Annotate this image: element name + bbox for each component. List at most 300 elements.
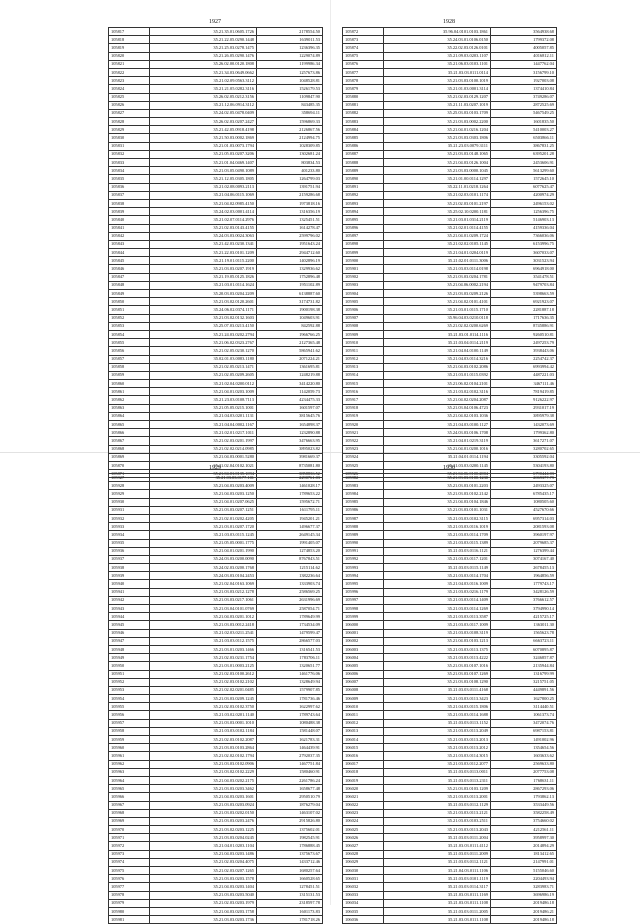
amount-cell: 1315131.53 — [257, 891, 323, 899]
table-row — [109, 257, 323, 265]
reference-code-cell: 35.21.03.03.0000.1045 — [384, 167, 491, 175]
amount-cell: 1236396.35 — [257, 44, 323, 52]
reference-code-cell: 35.21.02.03.0101.1174 — [384, 191, 491, 199]
amount-cell: 1789653.22 — [257, 490, 323, 498]
reference-code-cell: 35.21.02.03.0102.3750 — [150, 703, 257, 711]
table-row — [343, 44, 557, 52]
reference-code-cell: 35.21.03.03.0202.0150 — [150, 809, 257, 817]
reference-code-cell: 35.21.42.03.0230.1341 — [150, 240, 257, 248]
record-id-cell: 105943 — [109, 605, 150, 613]
reference-code-cell: 35.21.03.04.0101.0769 — [150, 605, 257, 613]
table-row — [343, 858, 557, 866]
amount-cell: 1799372.08 — [491, 36, 557, 44]
reference-code-cell: 35.21.04.03.0201.1012 — [150, 613, 257, 621]
amount-cell: 1614278.47 — [257, 224, 323, 232]
table-row — [343, 68, 557, 76]
amount-cell: 3607033.07 — [491, 249, 557, 257]
record-id-cell: 105845 — [109, 257, 150, 265]
table-row — [109, 891, 323, 899]
amount-cell: 2931017.19 — [491, 404, 557, 412]
reference-code-cell: 35.21.03.03.0100.1019 — [384, 77, 491, 85]
amount-cell: 1257673.86 — [257, 68, 323, 76]
amount-cell: 1391751.94 — [257, 183, 323, 191]
record-id-cell: 105818 — [109, 36, 150, 44]
table-row — [343, 719, 557, 727]
amount-cell: 3467111.46 — [491, 380, 557, 388]
reference-code-cell: 35.21.19.05.0125.1826 — [150, 273, 257, 281]
reference-code-cell: 35.21.03.03.0102.0906 — [150, 760, 257, 768]
table-row — [109, 109, 323, 117]
record-id-cell: 105903 — [343, 281, 384, 289]
reference-code-cell: 35.21.03.03.0112.1129 — [384, 801, 491, 809]
table-row — [343, 208, 557, 216]
record-id-cell: 105975 — [109, 867, 150, 875]
table-row — [109, 826, 323, 834]
record-id-cell: 105981 — [109, 916, 150, 924]
amount-cell: 3766612.57 — [491, 596, 557, 604]
table-row — [343, 490, 557, 498]
record-id-cell: 106022 — [343, 801, 384, 809]
reference-code-cell: 35.26.02.03.0207.2427 — [150, 118, 257, 126]
data-table — [108, 473, 323, 924]
amount-cell: 3895979.38 — [491, 412, 557, 420]
table-row — [109, 776, 323, 784]
amount-cell: 1229074.89 — [257, 52, 323, 60]
amount-cell: 6957314.03 — [491, 514, 557, 522]
reference-code-cell: 35.24.06.02.0374.1171 — [150, 306, 257, 314]
reference-code-cell: 35.21.01.04.0469.1407 — [150, 159, 257, 167]
record-id-cell: 105863 — [109, 404, 150, 412]
record-id-cell: 106026 — [343, 834, 384, 842]
table-row — [343, 826, 557, 834]
reference-code-cell: 35.21.04.03.0203.1601 — [150, 793, 257, 801]
table-row — [343, 159, 557, 167]
amount-cell: 803834.53 — [257, 159, 323, 167]
record-id-cell: 105929 — [109, 490, 150, 498]
amount-cell: 1793862.13 — [491, 793, 557, 801]
reference-code-cell: 35.22.02.03.0126.0101 — [384, 44, 491, 52]
amount-cell: 2079685.37 — [491, 539, 557, 547]
reference-code-cell: 35.21.19.01.0115.2200 — [150, 257, 257, 265]
record-id-cell: 105920 — [343, 421, 384, 429]
record-id-cell: 105968 — [109, 809, 150, 817]
record-id-cell: 105941 — [109, 588, 150, 596]
amount-cell: 1325451.51 — [257, 216, 323, 224]
amount-cell: 5410003.27 — [491, 126, 557, 134]
table-row — [343, 744, 557, 752]
table-row — [109, 555, 323, 563]
table-row — [343, 60, 557, 68]
table-panel-1928 — [342, 18, 556, 478]
table-row — [343, 867, 557, 875]
table-row — [109, 875, 323, 883]
table-row — [343, 453, 557, 461]
amount-cell: 1363011.30 — [491, 621, 557, 629]
reference-code-cell: 35.21.04.03.0001.5280 — [150, 453, 257, 461]
reference-code-cell: 35.21.03.01.0115.1710 — [384, 306, 491, 314]
table-row — [109, 126, 323, 134]
record-id-cell: 105997 — [343, 596, 384, 604]
reference-code-cell: 35.21.03.03.0111.1169 — [384, 891, 491, 899]
reference-code-cell: 35.21.02.04.0200.0112 — [150, 380, 257, 388]
amount-cell: 1779743.17 — [491, 580, 557, 588]
table-row — [109, 580, 323, 588]
table-row — [343, 809, 557, 817]
amount-cell: 5155046.60 — [491, 867, 557, 875]
table-row — [343, 523, 557, 531]
record-id-cell: 105849 — [109, 290, 150, 298]
table-row — [343, 363, 557, 371]
table-row — [343, 498, 557, 506]
amount-cell: 1361695.81 — [257, 363, 323, 371]
table-row — [109, 68, 323, 76]
reference-code-cell: 35.21.04.01.0200.1016 — [384, 445, 491, 453]
table-row — [109, 613, 323, 621]
table-row — [343, 883, 557, 891]
record-id-cell: 105979 — [109, 899, 150, 907]
amount-cell: 3867831.25 — [491, 142, 557, 150]
amount-cell: 9126222.97 — [491, 396, 557, 404]
reference-code-cell: 35.21.04.02.0204.2087 — [384, 396, 491, 404]
table-row — [343, 216, 557, 224]
amount-cell: 2290761.03 — [257, 474, 323, 482]
table-row — [343, 437, 557, 445]
amount-cell: 1491002.96 — [491, 736, 557, 744]
amount-cell: 1639011.53 — [257, 36, 323, 44]
record-id-cell: 105864 — [109, 412, 150, 420]
reference-code-cell: 35.21.04.03.0111.1106 — [384, 867, 491, 875]
record-id-cell: 105860 — [109, 380, 150, 388]
record-id-cell: 105870 — [109, 461, 150, 469]
record-id-cell: 105908 — [343, 322, 384, 330]
table-row — [343, 891, 557, 899]
table-row — [109, 793, 323, 801]
amount-cell: 1402896.19 — [257, 257, 323, 265]
reference-code-cell: 35.21.03.03.0113.0011 — [384, 768, 491, 776]
reference-code-cell: 35.21.02.08.0093.2113 — [150, 183, 257, 191]
reference-code-cell: 35.21.03.03.0112.1575 — [150, 637, 257, 645]
amount-cell: 2599796.02 — [257, 232, 323, 240]
table-row — [343, 736, 557, 744]
amount-cell: 1951102.89 — [257, 281, 323, 289]
amount-cell: 1717636.35 — [491, 314, 557, 322]
record-id-cell: 105859 — [109, 371, 150, 379]
record-id-cell: 106019 — [343, 776, 384, 784]
record-id-cell: 105973 — [109, 850, 150, 858]
reference-code-cell: 35.25.03.03.0103.1709 — [384, 109, 491, 117]
reference-code-cell: 35.21.03.03.0113.2012 — [384, 744, 491, 752]
table-row — [343, 916, 557, 924]
amount-cell: 1354654.56 — [491, 744, 557, 752]
record-id-cell: 105880 — [343, 93, 384, 101]
amount-cell: 6395201.28 — [491, 150, 557, 158]
reference-code-cell: 35.21.03.02.0203.1225 — [150, 826, 257, 834]
record-id-cell: 105846 — [109, 265, 150, 273]
reference-code-cell: 35.21.02.03.0100.2612 — [150, 670, 257, 678]
reference-code-cell: 35.02.01.03.0083.1180 — [150, 355, 257, 363]
table-row — [343, 629, 557, 637]
table-row — [109, 77, 323, 85]
table-row — [343, 531, 557, 539]
record-id-cell: 106005 — [343, 662, 384, 670]
reference-code-cell: 35.21.03.03.0101.2203 — [384, 482, 491, 490]
amount-cell: 3114440.51 — [491, 703, 557, 711]
table-row — [343, 539, 557, 547]
record-id-cell: 105854 — [109, 330, 150, 338]
table-row — [109, 363, 323, 371]
record-id-cell: 106036 — [343, 916, 384, 924]
panel-title: 1929 — [209, 465, 221, 471]
amount-cell: 1876279.04 — [257, 801, 323, 809]
reference-code-cell: 35.21.11.03.0207.1019 — [384, 101, 491, 109]
record-id-cell: 105950 — [109, 662, 150, 670]
panel-title: 1928 — [443, 19, 455, 25]
table-row — [343, 776, 557, 784]
table-row — [109, 907, 323, 915]
table-row — [109, 506, 323, 514]
reference-code-cell: 35.21.03.03.0114.3117 — [384, 883, 491, 891]
record-id-cell: 105932 — [109, 514, 150, 522]
table-row — [343, 596, 557, 604]
record-id-cell: 105927 — [109, 474, 150, 482]
reference-code-cell: 35.21.02.03.0231.1754 — [150, 654, 257, 662]
table-row — [109, 727, 323, 735]
reference-code-cell: 35.21.03.03.0203.2476 — [150, 817, 257, 825]
amount-cell: 1467751.84 — [257, 760, 323, 768]
record-id-cell: 105852 — [109, 314, 150, 322]
table-row — [343, 412, 557, 420]
record-id-cell: 105900 — [343, 257, 384, 265]
record-id-cell: 105826 — [109, 101, 150, 109]
table-row — [109, 175, 323, 183]
record-id-cell: 105894 — [343, 208, 384, 216]
table-row — [343, 118, 557, 126]
amount-cell: 3156799.10 — [491, 68, 557, 76]
record-id-cell: 105942 — [109, 596, 150, 604]
table-row — [343, 93, 557, 101]
table-row — [109, 371, 323, 379]
table-row — [343, 899, 557, 907]
record-id-cell: 105883 — [343, 118, 384, 126]
amount-cell: 1447762.04 — [491, 60, 557, 68]
record-id-cell: 105965 — [109, 785, 150, 793]
record-id-cell: 105890 — [343, 175, 384, 183]
amount-cell: 3414220.80 — [257, 380, 323, 388]
amount-cell: 1333903.74 — [257, 580, 323, 588]
amount-cell: 4215725.17 — [491, 613, 557, 621]
table-row — [343, 555, 557, 563]
table-row — [109, 281, 323, 289]
reference-code-cell: 35.21.03.03.0102.3115 — [384, 514, 491, 522]
record-id-cell: 105836 — [109, 183, 150, 191]
record-id-cell: 105909 — [343, 330, 384, 338]
amount-cell: 3564938.68 — [491, 28, 557, 36]
record-id-cell: 105906 — [343, 306, 384, 314]
amount-cell: 1964856.59 — [491, 572, 557, 580]
record-id-cell: 105828 — [109, 118, 150, 126]
record-id-cell: 105989 — [343, 531, 384, 539]
table-row — [343, 101, 557, 109]
reference-code-cell: 35.24.03.03.0104.2453 — [150, 572, 257, 580]
reference-code-cell: 35.21.04.03.0102.2086 — [384, 363, 491, 371]
reference-code-cell: 35.21.03.04.0106.4723 — [384, 404, 491, 412]
data-table — [342, 473, 557, 924]
reference-code-cell: 35.21.50.03.0002.1869 — [150, 134, 257, 142]
reference-code-cell: 35.21.03.03.0103.2864 — [150, 744, 257, 752]
reference-code-cell: 35.21.04.01.0114.1194 — [384, 453, 491, 461]
record-id-cell: 105961 — [109, 752, 150, 760]
amount-cell: 6993994.42 — [491, 363, 557, 371]
reference-code-cell: 35.21.03.03.0113.2311 — [384, 776, 491, 784]
amount-cell: 3749286.07 — [491, 93, 557, 101]
reference-code-cell: 35.21.03.03.0204.0245 — [150, 834, 257, 842]
reference-code-cell: 35.21.04.03.0116.1009 — [384, 580, 491, 588]
reference-code-cell: 35.21.03.03.0113.1152 — [384, 719, 491, 727]
amount-cell: 2497253.79 — [491, 339, 557, 347]
record-id-cell: 105875 — [343, 52, 384, 60]
table-row — [343, 355, 557, 363]
table-row — [343, 281, 557, 289]
amount-cell: 2127365.48 — [257, 339, 323, 347]
reference-code-cell: 35.21.22.05.0290.1448 — [150, 36, 257, 44]
reference-code-cell: 35.21.03.02.0102.2229 — [150, 768, 257, 776]
reference-code-cell: 35.21.03.02.0201.1140 — [150, 711, 257, 719]
amount-cell: 9479703.84 — [491, 281, 557, 289]
table-row — [343, 768, 557, 776]
table-row — [343, 371, 557, 379]
amount-cell: 1783706.11 — [257, 654, 323, 662]
table-row — [109, 514, 323, 522]
reference-code-cell: 35.21.04.01.0201.1990 — [150, 547, 257, 555]
amount-cell: 1278451.51 — [257, 883, 323, 891]
reference-code-cell: 35.21.03.03.0012.2418 — [150, 621, 257, 629]
amount-cell: 5304193.80 — [491, 461, 557, 469]
reference-code-cell: 35.96.04.03.0210.0118 — [384, 314, 491, 322]
reference-code-cell: 35.21.03.03.0177.101 — [150, 474, 257, 482]
record-id-cell: 105971 — [109, 834, 150, 842]
amount-cell: 1463107.02 — [257, 809, 323, 817]
record-id-cell: 106006 — [343, 670, 384, 678]
amount-cell: 1028309.85 — [257, 142, 323, 150]
record-id-cell: 105998 — [343, 605, 384, 613]
amount-cell: 2261786.24 — [257, 776, 323, 784]
amount-cell: 1109847.90 — [257, 93, 323, 101]
reference-code-cell: 35.21.03.03.0101.1031 — [384, 506, 491, 514]
reference-code-cell: 35.21.03.03.0111.0114 — [384, 68, 491, 76]
table-row — [109, 736, 323, 744]
table-row — [343, 727, 557, 735]
reference-code-cell: 35.21.04.02.0103.1036 — [384, 412, 491, 420]
amount-cell: 1982545.91 — [257, 834, 323, 842]
table-row — [343, 752, 557, 760]
table-row — [343, 654, 557, 662]
record-id-cell: 105924 — [343, 453, 384, 461]
record-id-cell: 105867 — [109, 437, 150, 445]
reference-code-cell: 35.21.04.03.0201.1131 — [150, 412, 257, 420]
record-id-cell: 105868 — [109, 445, 150, 453]
reference-code-cell: 35.24.03.03.0200.0090 — [150, 555, 257, 563]
record-id-cell: 105887 — [343, 150, 384, 158]
reference-code-cell: 35.21.03.03.0111.2004 — [384, 834, 491, 842]
record-id-cell: 106027 — [343, 842, 384, 850]
table-row — [109, 232, 323, 240]
amount-cell: 1316541.53 — [257, 645, 323, 653]
reference-code-cell: 35.21.04.03.0203.4009 — [150, 482, 257, 490]
amount-cell: 4487221.03 — [491, 371, 557, 379]
amount-cell: 1579907.85 — [257, 686, 323, 694]
record-id-cell: 105904 — [343, 290, 384, 298]
amount-cell: 1061373.74 — [491, 711, 557, 719]
table-row — [343, 77, 557, 85]
record-id-cell: 105872 — [343, 28, 384, 36]
amount-cell: 1080505.60 — [491, 498, 557, 506]
amount-cell: 2915826.80 — [257, 817, 323, 825]
reference-code-cell: 35.21.02.03.0143.4155 — [150, 224, 257, 232]
reference-code-cell: 35.21.03.03.0114.1709 — [384, 531, 491, 539]
reference-code-cell: 35.21.05.05.0215.1001 — [150, 404, 257, 412]
amount-cell: 1768631.11 — [491, 776, 557, 784]
record-id-cell: 105839 — [109, 208, 150, 216]
amount-cell: 1302681.24 — [257, 150, 323, 158]
table-row — [343, 298, 557, 306]
table-row — [109, 670, 323, 678]
amount-cell: 7366036.06 — [491, 232, 557, 240]
reference-code-cell: 35.21.04.06.0100.2004 — [384, 470, 491, 478]
record-id-cell: 106021 — [343, 793, 384, 801]
amount-cell: 1973818.16 — [257, 199, 323, 207]
table-row — [343, 183, 557, 191]
record-id-cell: 106018 — [343, 768, 384, 776]
table-row — [343, 306, 557, 314]
record-id-cell: 105953 — [109, 686, 150, 694]
amount-cell: 2019486.18 — [491, 899, 557, 907]
table-row — [343, 232, 557, 240]
amount-cell: 1565623.78 — [491, 629, 557, 637]
reference-code-cell: 35.21.04.03.0114.3216 — [384, 355, 491, 363]
reference-code-cell: 35.21.02.05.0213.1471 — [150, 363, 257, 371]
table-row — [109, 404, 323, 412]
reference-code-cell: 35.21.03.03.0111.2005 — [384, 907, 491, 915]
record-id-cell: 105985 — [343, 498, 384, 506]
table-row — [109, 216, 323, 224]
amount-cell: 6785435.17 — [491, 490, 557, 498]
reference-code-cell: 35.21.03.03.0212.1278 — [150, 588, 257, 596]
reference-code-cell: 35.21.03.03.0111.1108 — [384, 916, 491, 924]
record-id-cell: 105928 — [109, 482, 150, 490]
record-id-cell: 105939 — [109, 572, 150, 580]
reference-code-cell: 35.96.04.0101.0103.1861 — [384, 28, 491, 36]
reference-code-cell: 35.21.05.05.0001.1775 — [150, 539, 257, 547]
record-id-cell: 105935 — [109, 539, 150, 547]
amount-cell: 1580460.91 — [257, 768, 323, 776]
table-row — [109, 36, 323, 44]
amount-cell: 3981669.37 — [257, 453, 323, 461]
table-row — [343, 429, 557, 437]
table-row — [343, 605, 557, 613]
amount-cell: 2569633.80 — [491, 760, 557, 768]
record-id-cell: 105931 — [109, 506, 150, 514]
record-id-cell: 105898 — [343, 240, 384, 248]
reference-code-cell: 35.21.03.03.0207.1919 — [150, 265, 257, 273]
record-id-cell: 105884 — [343, 126, 384, 134]
table-row — [343, 347, 557, 355]
reference-code-cell: 35.21.04.01.0207.0625 — [150, 498, 257, 506]
record-id-cell: 105966 — [109, 793, 150, 801]
record-id-cell: 105885 — [343, 134, 384, 142]
record-id-cell: 105879 — [343, 85, 384, 93]
amount-cell: 1142059.73 — [257, 388, 323, 396]
reference-code-cell: 35.21.03.03.0209.2126 — [384, 290, 491, 298]
